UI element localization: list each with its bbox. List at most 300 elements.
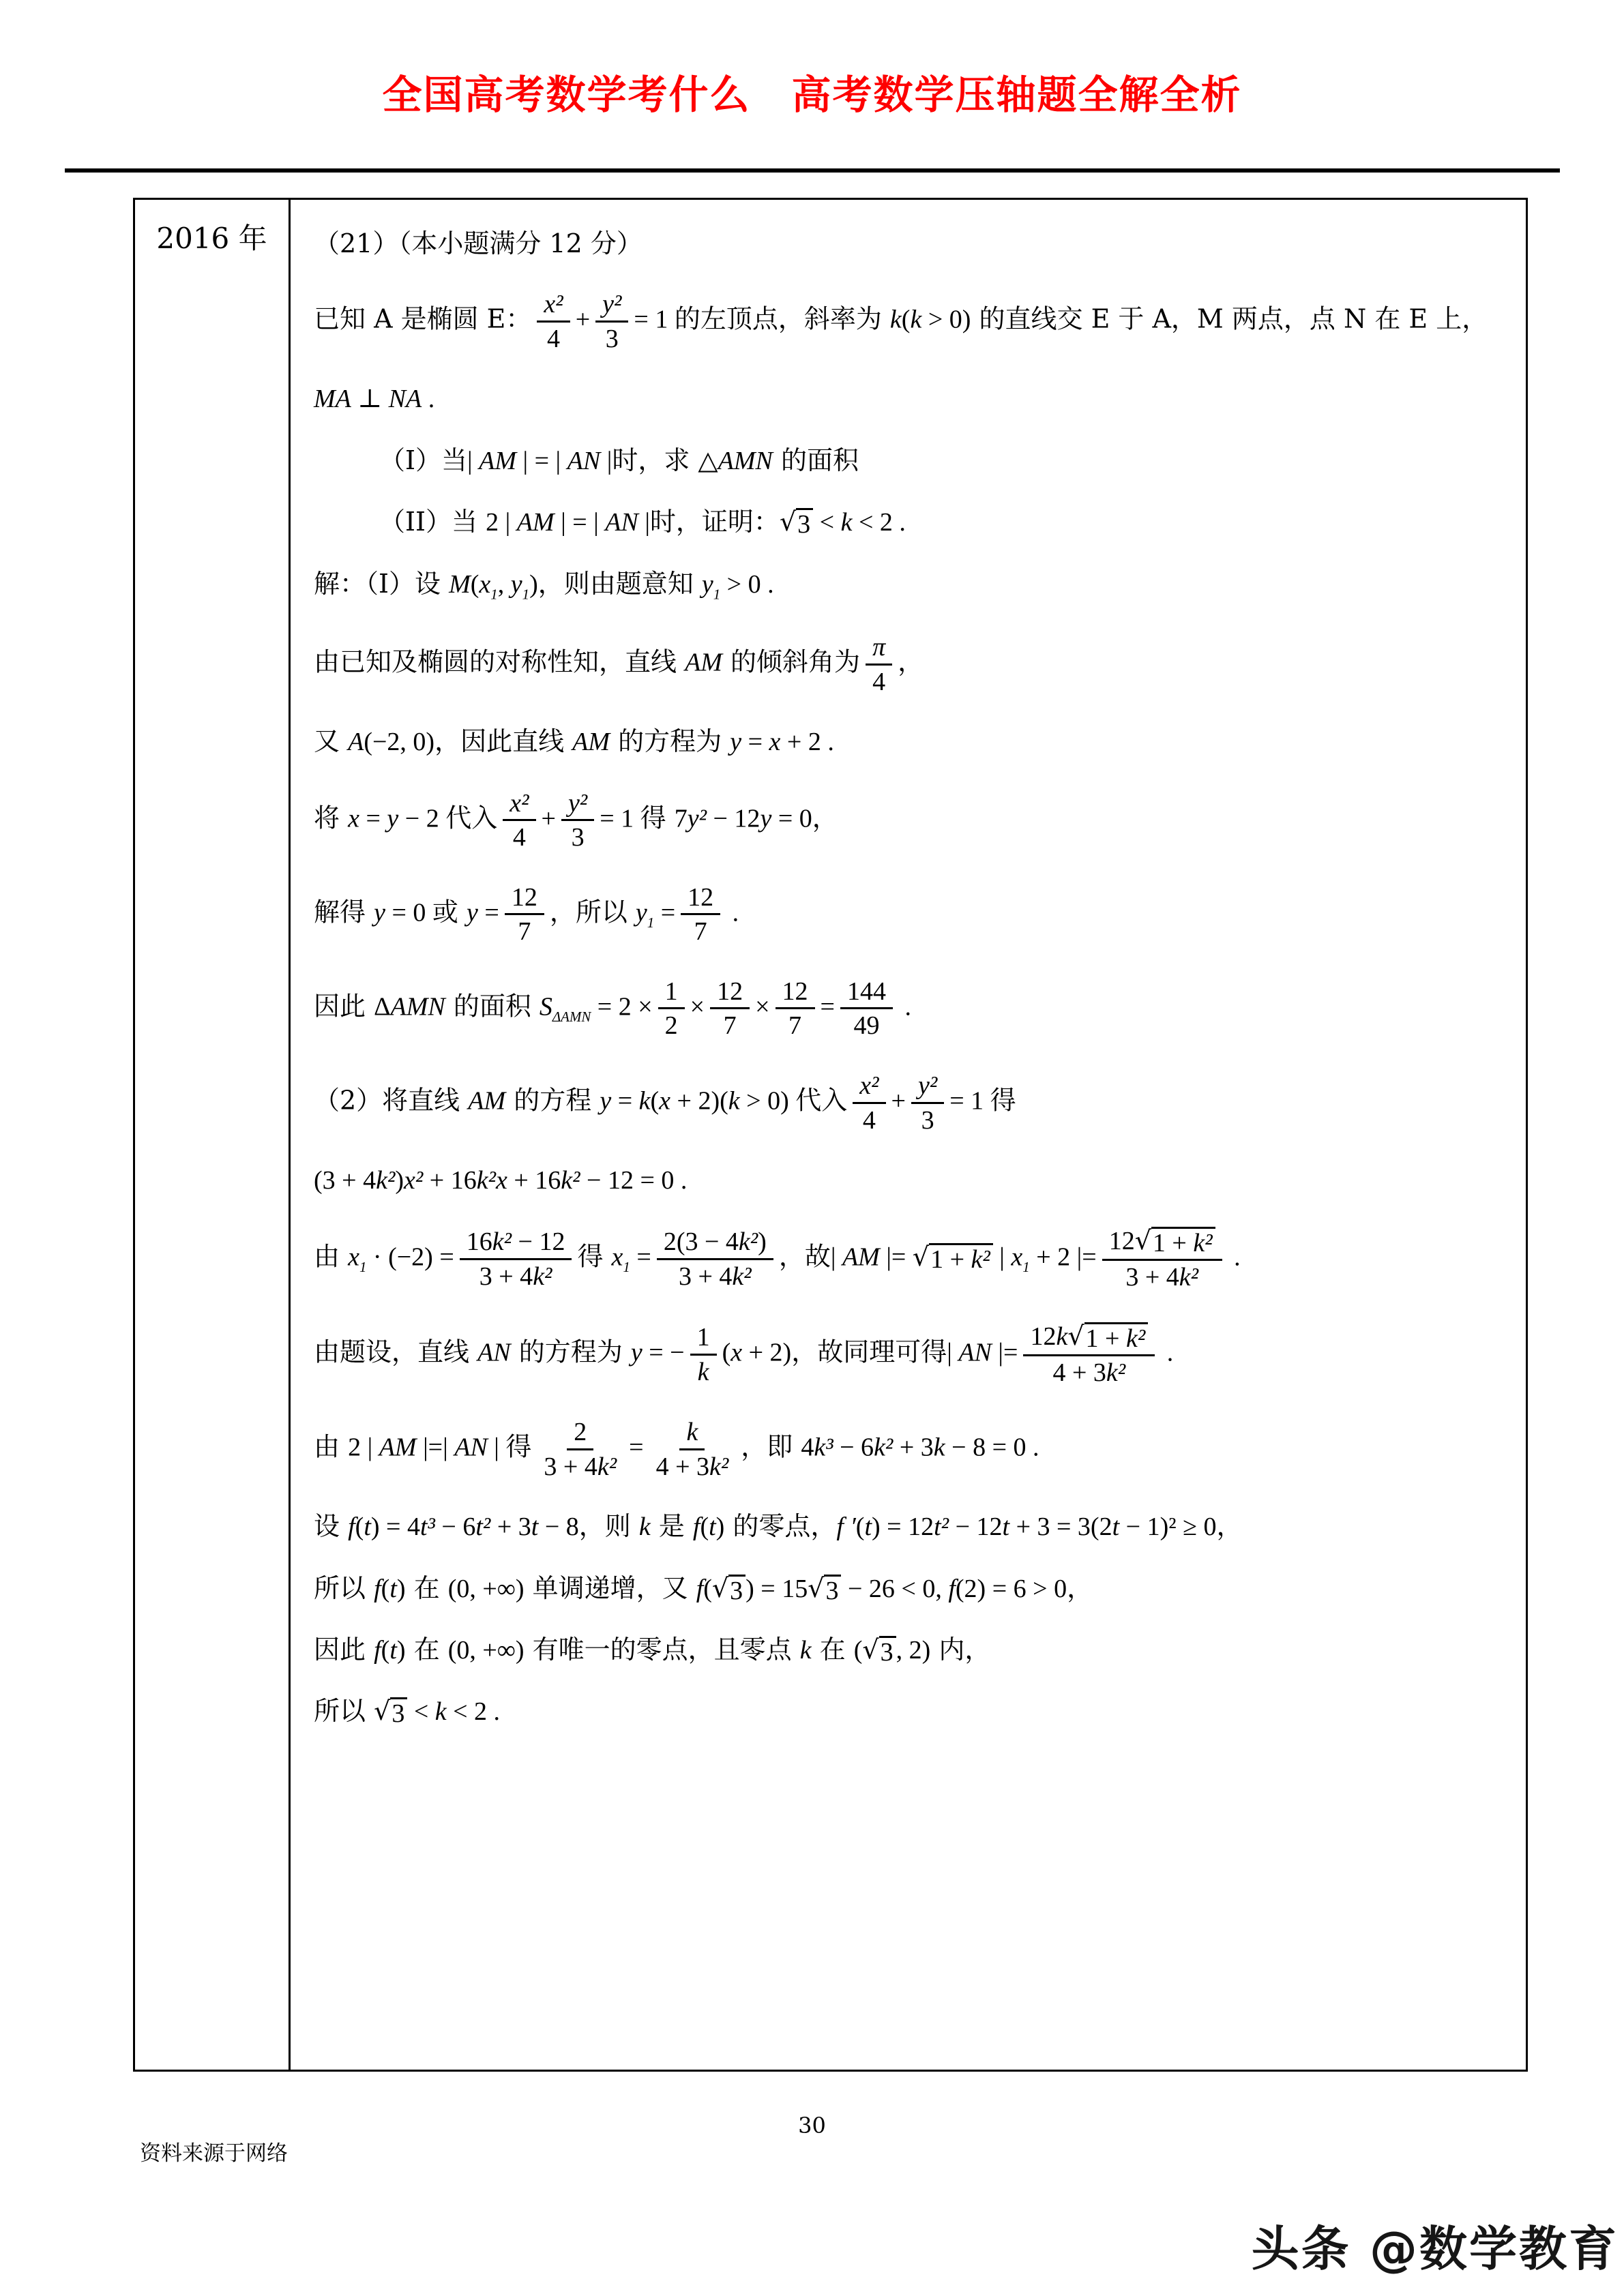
text-run: t³: [419, 1512, 435, 1542]
text-run: t: [389, 1635, 397, 1665]
text-run: ，即: [741, 1431, 801, 1462]
text-run: (: [901, 305, 911, 334]
content-line: [314, 631, 1508, 698]
text-run: f: [948, 1574, 956, 1603]
text-run: t: [864, 1512, 872, 1542]
radical-sign: √: [1067, 1321, 1084, 1352]
text-run: + 3: [490, 1512, 531, 1542]
text-run: f: [696, 1574, 704, 1603]
text-run: 时，证明：: [649, 507, 780, 537]
text-run: ×: [755, 992, 770, 1022]
year-cell: 2016 年: [135, 200, 291, 2070]
text-run: − 12 = 0 .: [580, 1166, 688, 1195]
text-run: ⊥: [351, 385, 389, 414]
text-run: 7: [518, 917, 531, 946]
text-run: 1 +: [1085, 1324, 1126, 1354]
page-number: 30: [798, 2113, 826, 2138]
content-line: [314, 505, 1508, 539]
text-run: y: [387, 804, 399, 833]
text-run: <: [813, 508, 841, 537]
fraction-denominator: [658, 1009, 685, 1042]
text-run: △: [698, 446, 718, 475]
subscript: 1: [1022, 1259, 1030, 1276]
fraction: [503, 787, 535, 854]
text-run: x: [611, 1242, 623, 1272]
text-run: NA: [388, 385, 422, 414]
text-run: =: [654, 898, 676, 927]
fraction-denominator: [649, 1450, 736, 1483]
text-run: AM: [572, 728, 610, 757]
fraction-numerator: [1023, 1320, 1155, 1356]
text-run: (: [703, 1574, 712, 1603]
text-run: |: [830, 1242, 842, 1272]
text-run: y: [600, 1086, 612, 1116]
fraction-denominator: [691, 1356, 716, 1388]
text-run: |: [487, 1433, 506, 1462]
text-run: 设: [314, 1511, 349, 1542]
text-run: =: [611, 1086, 639, 1116]
fraction-denominator: [540, 323, 567, 355]
text-run: − 2: [398, 804, 446, 833]
fraction: [561, 787, 594, 854]
text-run: k: [728, 1086, 740, 1116]
text-run: 1 +: [1152, 1229, 1194, 1258]
fraction-numerator: [911, 1069, 944, 1104]
text-run: (−2, 0): [364, 728, 435, 757]
text-run: k: [638, 1086, 651, 1116]
text-run: 4: [872, 667, 886, 696]
radical-argument: [879, 1636, 896, 1666]
fraction-numerator: [658, 975, 685, 1010]
text-run: > 0 .: [720, 569, 774, 599]
text-run: 由题设，直线: [314, 1337, 478, 1367]
text-run: 内，: [930, 1634, 991, 1665]
fraction-denominator: [473, 1260, 559, 1293]
fraction-denominator: [915, 1104, 941, 1137]
text-run: AN: [605, 508, 638, 537]
fraction-numerator: [503, 787, 535, 822]
text-run: |=|: [416, 1433, 455, 1462]
text-run: y²: [917, 1071, 938, 1100]
sqrt-radical: [913, 1243, 993, 1273]
fraction-denominator: [537, 1450, 623, 1483]
text-run: ，则由题意知: [537, 568, 702, 599]
text-run: (: [381, 1574, 390, 1603]
text-run: − 8: [538, 1512, 579, 1542]
text-run: 因此: [314, 1634, 374, 1665]
radical-argument: [796, 508, 813, 538]
text-run: x: [769, 728, 781, 757]
text-run: ，: [812, 803, 838, 833]
fraction-numerator: [561, 787, 594, 822]
title-divider-line: [65, 168, 1560, 173]
radical-sign: √: [711, 1572, 729, 1603]
sqrt-radical: [1067, 1322, 1148, 1352]
text-run: 12: [1030, 1322, 1057, 1352]
problem-table: [133, 198, 1528, 2072]
text-run: k: [910, 305, 922, 334]
text-run: (2) = 6 > 0: [955, 1574, 1067, 1603]
text-run: （2）将直线: [314, 1085, 469, 1116]
text-run: 所以: [314, 1696, 374, 1727]
fraction: [657, 1225, 773, 1292]
text-run: (0, +∞): [447, 1574, 525, 1603]
text-run: .: [898, 992, 911, 1022]
text-run: π: [872, 633, 886, 662]
text-run: > 0): [739, 1086, 796, 1116]
text-run: |: [992, 1242, 1012, 1272]
sqrt-radical: [780, 508, 813, 538]
text-run: 3: [730, 1576, 743, 1605]
text-run: 或: [432, 897, 467, 927]
text-run: 的面积: [772, 445, 859, 475]
text-run: x: [659, 1086, 671, 1116]
text-run: 在: [405, 1634, 448, 1665]
fraction-denominator: [782, 1009, 808, 1042]
text-run: − 6: [434, 1512, 476, 1542]
text-run: 解：（I）设: [314, 568, 449, 599]
text-run: 3: [571, 823, 585, 852]
text-run: AMN: [718, 446, 773, 475]
content-line: [314, 1416, 1508, 1482]
sqrt-radical: [808, 1572, 841, 1605]
subscript: 1: [713, 586, 721, 603]
fraction-numerator: [505, 881, 544, 916]
text-run: A: [348, 728, 364, 757]
text-run: = 1: [949, 1086, 990, 1116]
text-run: + 2 .: [780, 728, 834, 757]
text-run: 12: [688, 882, 714, 912]
text-run: 1 +: [930, 1244, 971, 1274]
solution-content: [291, 200, 1526, 2070]
text-run: x: [348, 804, 359, 833]
text-run: x²: [859, 1071, 879, 1100]
text-run: |=: [991, 1338, 1018, 1367]
text-run: 又: [314, 726, 349, 757]
fraction: [460, 1225, 572, 1292]
text-run: = 1: [600, 804, 640, 833]
text-run: （21）（本小题满分 12 分）: [314, 228, 643, 258]
text-run: y: [630, 1338, 643, 1367]
text-run: =: [629, 1433, 644, 1462]
text-run: 7: [674, 804, 688, 833]
text-run: =: [741, 728, 769, 757]
text-run: 3: [797, 510, 811, 539]
text-run: k²: [1106, 1358, 1126, 1387]
text-run: 3 + 4: [479, 1262, 533, 1291]
text-run: x²: [510, 788, 529, 818]
text-run: 由: [314, 1241, 349, 1272]
content-line: [314, 1633, 1508, 1667]
text-run: k²: [1179, 1262, 1199, 1292]
text-run: ): [395, 1166, 404, 1195]
text-run: − 6: [833, 1433, 874, 1462]
text-run: t²: [934, 1512, 949, 1542]
text-run: 有唯一的零点，且零点: [524, 1634, 800, 1665]
text-run: y²: [602, 290, 622, 319]
text-run: − 8 = 0 .: [945, 1433, 1039, 1462]
text-run: ): [396, 1635, 406, 1665]
fraction: [595, 288, 628, 355]
fraction-numerator: [840, 975, 893, 1010]
text-run: 49: [853, 1011, 880, 1041]
text-run: 单调递增，又: [524, 1572, 696, 1603]
text-run: =: [820, 992, 835, 1022]
text-run: + 2)(: [670, 1086, 728, 1116]
text-run: < 2 .: [446, 1697, 501, 1727]
content-line: [314, 288, 1508, 355]
text-run: + 3 = 3(2: [1009, 1512, 1112, 1542]
text-run: S: [539, 992, 552, 1022]
fraction-numerator: [537, 288, 570, 323]
fraction: [1102, 1225, 1222, 1293]
text-run: 的方程为: [610, 726, 730, 757]
fraction: [853, 1069, 885, 1136]
text-run: 4 + 3: [1052, 1358, 1106, 1387]
text-run: , 2): [896, 1635, 931, 1665]
text-run: .: [1160, 1338, 1174, 1367]
text-run: 因此: [314, 991, 374, 1022]
text-run: k²: [971, 1244, 990, 1274]
text-run: k²: [1125, 1324, 1146, 1354]
fraction-denominator: [846, 1009, 886, 1042]
text-run: 2: [574, 1418, 587, 1447]
text-run: t: [1002, 1512, 1010, 1542]
fraction-numerator: [567, 1416, 593, 1450]
radical-argument: [390, 1697, 407, 1727]
content-line: [314, 881, 1508, 948]
text-run: < 2 .: [852, 508, 906, 537]
radical-argument: [929, 1243, 993, 1273]
text-run: = 0: [385, 898, 432, 927]
text-run: 的方程: [505, 1085, 600, 1116]
text-run: x: [479, 569, 491, 599]
radical-sign: √: [808, 1572, 825, 1603]
text-run: ,: [497, 569, 511, 599]
text-run: 12: [511, 882, 537, 912]
subscript: 1: [623, 1259, 630, 1276]
sqrt-radical: [711, 1572, 745, 1605]
text-run: |: [600, 446, 612, 475]
text-run: k²: [1193, 1229, 1213, 1258]
sqrt-radical: [374, 1697, 407, 1727]
subscript: 1: [522, 586, 530, 603]
radical-argument: [1084, 1322, 1149, 1352]
text-run: 2 |: [348, 1433, 379, 1462]
fraction-denominator: [565, 821, 591, 854]
text-run: 2(3 − 4: [663, 1227, 739, 1257]
text-run: 7: [723, 1011, 737, 1041]
content-line: [314, 382, 1508, 416]
text-run: x: [730, 1338, 743, 1367]
text-run: AN: [567, 446, 601, 475]
text-run: | = |: [516, 446, 567, 475]
text-run: 2: [664, 1011, 678, 1041]
text-run: ×: [690, 992, 705, 1022]
fraction: [710, 975, 750, 1042]
text-run: = 2 ×: [591, 992, 653, 1022]
radical-sign: √: [1134, 1225, 1151, 1256]
fraction-denominator: [717, 1009, 743, 1042]
text-run: k: [933, 1433, 945, 1462]
fraction-denominator: [672, 1260, 758, 1293]
text-run: AN: [454, 1433, 488, 1462]
text-run: ，: [898, 646, 924, 677]
text-run: − 1)² ≥ 0: [1119, 1512, 1217, 1542]
text-run: ): [396, 1574, 406, 1603]
text-run: MA: [314, 385, 351, 414]
fraction: [649, 1416, 736, 1482]
fraction-numerator: [681, 881, 720, 916]
fraction-numerator: [866, 631, 892, 666]
content-line: [314, 1572, 1508, 1606]
text-run: − 26 < 0,: [841, 1574, 949, 1603]
text-run: =: [477, 898, 499, 927]
text-run: (: [853, 1635, 863, 1665]
radical-sign: √: [779, 507, 797, 537]
text-run: k: [1056, 1322, 1068, 1352]
text-run: · (−2) =: [366, 1242, 454, 1272]
fraction: [537, 1416, 623, 1482]
text-run: .: [1227, 1242, 1241, 1272]
fraction-denominator: [506, 821, 533, 854]
text-run: − 12: [707, 804, 761, 833]
subscript: 1: [647, 914, 655, 931]
text-run: 由已知及椭圆的对称性知，直线: [314, 646, 685, 677]
text-run: M: [449, 569, 471, 599]
text-run: k²: [376, 1166, 396, 1195]
text-run: f ′: [836, 1512, 856, 1542]
fraction-denominator: [688, 915, 714, 948]
text-run: + 16: [423, 1166, 477, 1195]
text-run: k²x: [476, 1166, 507, 1195]
text-run: 144: [846, 976, 886, 1006]
text-run: 4 + 3: [655, 1452, 709, 1481]
text-run: k: [686, 1418, 698, 1447]
text-run: t²: [475, 1512, 491, 1542]
sqrt-radical: [862, 1636, 896, 1666]
fraction: [776, 975, 815, 1042]
text-run: t: [1112, 1512, 1120, 1542]
sqrt-radical: [1135, 1227, 1215, 1257]
text-run: = 0: [771, 804, 812, 833]
fraction: [866, 631, 892, 698]
text-run: 12: [717, 976, 743, 1006]
text-run: k²: [709, 1452, 729, 1481]
fraction: [505, 881, 544, 948]
text-run: 12: [1108, 1227, 1135, 1256]
fraction: [690, 1321, 717, 1388]
fraction-numerator: [1102, 1225, 1222, 1260]
text-run: 3: [825, 1576, 839, 1605]
text-run: y: [760, 804, 772, 833]
subscript: 1: [490, 586, 498, 603]
radical-argument: [1151, 1227, 1215, 1257]
text-run: Δ: [374, 992, 391, 1022]
page-title: 全国高考数学考什么 高考数学压轴题全解全析: [382, 72, 1242, 118]
fraction: [681, 881, 720, 948]
text-run: ，: [1067, 1572, 1093, 1603]
text-run: =: [359, 804, 387, 833]
fraction-denominator: [599, 323, 625, 355]
content-line: [314, 567, 1508, 604]
fraction-numerator: [776, 975, 815, 1010]
text-run: f: [348, 1512, 355, 1542]
content-line: [314, 975, 1508, 1042]
fraction-denominator: [1046, 1356, 1132, 1389]
text-run: − 12: [512, 1227, 565, 1257]
text-run: 时，求: [612, 445, 698, 475]
fraction-numerator: [657, 1225, 773, 1260]
text-run: 7: [694, 917, 707, 946]
text-run: AM: [516, 508, 555, 537]
fraction: [911, 1069, 944, 1136]
content-line: [314, 1510, 1508, 1544]
text-run: AM: [468, 1086, 506, 1116]
text-run: (: [700, 1512, 709, 1542]
content-line: [314, 1163, 1508, 1197]
text-run: x²: [404, 1166, 424, 1195]
text-run: (: [722, 1338, 731, 1367]
text-run: 3 + 4: [678, 1262, 733, 1291]
text-run: y: [374, 898, 385, 927]
fraction-denominator: [511, 915, 537, 948]
radical-sign: √: [912, 1241, 930, 1272]
text-run: ): [758, 1227, 767, 1257]
fraction-numerator: [595, 288, 628, 323]
text-run: 4: [512, 823, 526, 852]
text-run: 得: [640, 803, 675, 833]
text-run: |=: [879, 1242, 913, 1272]
text-run: x: [348, 1242, 359, 1272]
text-run: （I）当: [379, 445, 468, 475]
text-run: 的零点，: [724, 1511, 837, 1542]
text-run: k²: [561, 1166, 580, 1195]
text-run: k: [638, 1512, 651, 1542]
text-run: 的面积: [445, 991, 540, 1022]
text-run: 4: [862, 1105, 876, 1135]
text-run: t: [531, 1512, 539, 1542]
content-line: [314, 725, 1508, 759]
text-run: + 2 |=: [1029, 1242, 1097, 1272]
text-run: 3: [921, 1105, 934, 1135]
text-run: AN: [477, 1338, 511, 1367]
content-line: [314, 227, 1508, 260]
source-note: 资料来源于网络: [140, 2141, 288, 2166]
text-run: 12: [782, 976, 808, 1006]
text-run: ，因此直线: [434, 726, 573, 757]
text-run: AM: [479, 446, 516, 475]
fraction: [537, 288, 570, 355]
text-run: ) = 15: [745, 1574, 808, 1603]
text-run: k²: [597, 1452, 617, 1481]
text-run: k: [840, 508, 853, 537]
text-run: 的方程为: [510, 1337, 631, 1367]
text-run: k: [889, 305, 902, 334]
text-run: 在: [811, 1634, 854, 1665]
text-run: AM: [685, 648, 722, 677]
text-run: + 16: [507, 1166, 561, 1195]
fraction-denominator: [866, 666, 892, 698]
text-run: ，则: [578, 1511, 639, 1542]
content-line: [314, 787, 1508, 854]
text-run: <: [407, 1697, 435, 1727]
text-run: + 2): [742, 1338, 792, 1367]
text-run: 的左顶点，斜率为: [674, 303, 890, 334]
text-run: y: [730, 728, 742, 757]
text-run: 得: [505, 1431, 532, 1462]
text-run: k²: [732, 1262, 752, 1291]
